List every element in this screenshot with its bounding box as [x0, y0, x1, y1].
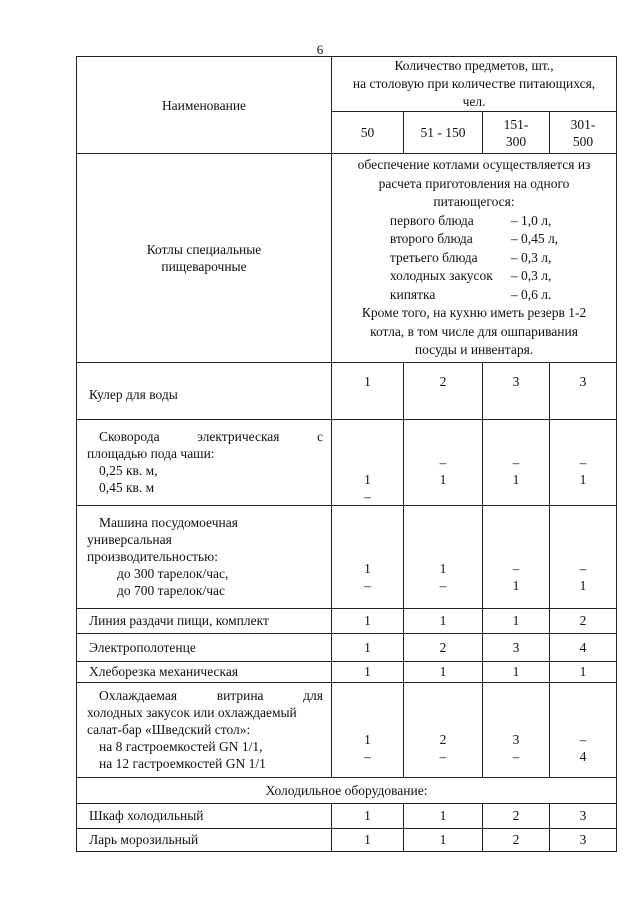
- cell-text: [556, 488, 610, 505]
- cell-value: [404, 362, 483, 419]
- cell-value: [483, 419, 550, 505]
- row-name: [77, 682, 332, 777]
- header-name: [77, 57, 332, 154]
- cell-text: Сковорода электрическая с: [99, 429, 323, 444]
- cell-value: [550, 633, 617, 661]
- cell-value: [332, 803, 404, 828]
- cell-value: [550, 828, 617, 851]
- cell-text: –: [512, 454, 520, 470]
- cell-value: [332, 608, 404, 633]
- cell-value: [550, 608, 617, 633]
- cell-text: 51 - 150: [420, 125, 466, 140]
- cell-text: 3: [512, 373, 520, 389]
- cell-value: [483, 633, 550, 661]
- cell-text: до 700 тарелок/час: [117, 583, 225, 598]
- cell-value: [332, 661, 404, 682]
- cell-text: 1: [439, 613, 447, 628]
- cell-value: [483, 505, 550, 608]
- table-row: [77, 608, 617, 633]
- cell-value: [332, 419, 404, 505]
- cell-text: 1: [579, 664, 587, 679]
- row-name: [77, 828, 332, 851]
- cell-text: 1: [579, 471, 587, 487]
- cell-text: 1: [364, 613, 371, 628]
- row-name: [77, 803, 332, 828]
- list-item: [386, 212, 562, 231]
- cell-text: –: [364, 577, 371, 593]
- table-row: [77, 828, 617, 851]
- cell-text: 0,45 кв. м: [99, 480, 155, 495]
- cell-text: Кулер для воды: [89, 387, 178, 402]
- cell-text: Ларь морозильный: [89, 832, 199, 847]
- cell-text: Количество предметов, шт.,: [394, 58, 554, 73]
- cell-value: [483, 661, 550, 682]
- header-col-151-300: [483, 112, 550, 154]
- cell-value: [404, 828, 483, 851]
- cell-text: второго блюда: [389, 231, 473, 246]
- cell-text: обеспечение котлами осуществляется из: [357, 157, 591, 172]
- cell-text: –: [512, 560, 520, 576]
- cell-text: 1: [512, 471, 520, 487]
- cell-text: [410, 420, 476, 437]
- cell-value: [483, 362, 550, 419]
- cell-text: до 300 тарелок/час,: [117, 566, 229, 581]
- cell-text: котла, в том числе для ошпаривания: [370, 323, 578, 339]
- cell-text: 300: [505, 133, 527, 149]
- cell-text: 2: [439, 373, 447, 389]
- table-row: [77, 362, 617, 419]
- cell-text: Шкаф холодильный: [89, 808, 204, 823]
- cell-value: [332, 828, 404, 851]
- cell-text: 1: [512, 664, 520, 679]
- cell-value: [404, 608, 483, 633]
- cell-text: на столовую при количестве питающихся,: [352, 76, 596, 91]
- cell-text: 2: [439, 731, 447, 747]
- cell-text: 1: [364, 471, 371, 487]
- cell-text: [338, 420, 397, 437]
- cell-value: [550, 505, 617, 608]
- cell-text: 3: [579, 808, 587, 823]
- cell-text: площадью пода чаши:: [87, 446, 215, 461]
- cell-text: 1: [364, 639, 371, 655]
- cell-value: [550, 803, 617, 828]
- cell-text: 1: [512, 577, 520, 593]
- row-kotly-note: [332, 154, 617, 363]
- cell-text: Хлеборезка механическая: [89, 664, 239, 679]
- row-kotly-name: [77, 154, 332, 363]
- cell-text: –: [364, 748, 371, 764]
- cell-text: – 0,3 л,: [510, 249, 552, 265]
- row-name: [77, 633, 332, 661]
- cell-text: чел.: [462, 94, 486, 109]
- page-number: 6: [316, 42, 324, 57]
- cell-text: 301-: [570, 116, 596, 132]
- cell-value: [550, 682, 617, 777]
- list-item: [386, 267, 562, 286]
- cell-value: [404, 682, 483, 777]
- cell-text: – 0,45 л,: [510, 231, 559, 246]
- kotly-norms-list: [386, 212, 562, 305]
- cell-text: 1: [439, 808, 447, 823]
- list-item: [386, 249, 562, 268]
- cell-text: 3: [512, 639, 520, 655]
- cell-text: Котлы специальные: [146, 241, 262, 257]
- cell-text: 1: [364, 560, 371, 576]
- cell-text: на 8 гастроемкостей GN 1/1,: [99, 739, 263, 754]
- cell-text: –: [439, 577, 447, 593]
- cell-value: [332, 362, 404, 419]
- cell-text: 4: [579, 639, 587, 655]
- cell-text: на 12 гастроемкостей GN 1/1: [99, 756, 266, 771]
- row-name: [77, 419, 332, 505]
- table-row: [77, 803, 617, 828]
- row-name: [77, 661, 332, 682]
- header-col-301-500: [550, 112, 617, 154]
- cell-value: [404, 803, 483, 828]
- cell-text: [489, 420, 543, 437]
- cell-text: Наименование: [161, 97, 247, 113]
- cell-value: [483, 828, 550, 851]
- cell-text: холодных закусок или охлаждаемый: [87, 705, 297, 720]
- cell-value: [332, 633, 404, 661]
- cell-text: 3: [579, 373, 587, 389]
- cell-text: –: [579, 454, 587, 470]
- row-name: [77, 608, 332, 633]
- list-item: [386, 230, 562, 249]
- cell-text: 2: [512, 808, 520, 823]
- cell-value: [404, 633, 483, 661]
- cell-text: – 1,0 л,: [510, 212, 552, 228]
- cell-text: посуды и инвентаря.: [414, 342, 534, 357]
- cell-text: Холодильное оборудование:: [265, 782, 428, 798]
- cell-value: [550, 362, 617, 419]
- cell-text: производительностью:: [87, 549, 218, 564]
- row-name: [77, 505, 332, 608]
- section-title: [77, 777, 617, 803]
- cell-value: [332, 505, 404, 608]
- cell-value: [483, 682, 550, 777]
- cell-text: 50: [360, 125, 375, 140]
- cell-text: 1: [364, 664, 371, 679]
- cell-text: –: [439, 748, 447, 764]
- cell-text: 1: [439, 664, 447, 679]
- table-row: [77, 505, 617, 608]
- list-item: [386, 286, 562, 305]
- cell-text: холодных закусок: [389, 268, 493, 283]
- cell-text: 2: [512, 832, 520, 847]
- cell-text: 1: [364, 373, 371, 389]
- cell-text: 3: [579, 832, 587, 847]
- cell-text: [410, 488, 476, 505]
- cell-text: питающегося:: [433, 194, 515, 209]
- cell-text: [338, 437, 397, 454]
- cell-text: 1: [439, 560, 447, 576]
- cell-text: 2: [439, 639, 447, 655]
- cell-text: 0,25 кв. м,: [99, 463, 158, 478]
- cell-text: – 0,3 л,: [510, 268, 552, 283]
- cell-text: кипятка: [389, 286, 436, 302]
- cell-text: третьего блюда: [389, 249, 478, 265]
- cell-text: расчета приготовления на одного: [378, 175, 570, 191]
- cell-text: –: [364, 488, 371, 504]
- cell-text: салат-бар «Шведский стол»:: [87, 722, 251, 737]
- header-col-51-150: [404, 112, 483, 154]
- cell-text: 1: [364, 808, 371, 823]
- cell-text: 1: [439, 832, 447, 847]
- cell-text: универсальная: [87, 532, 172, 547]
- cell-value: [550, 661, 617, 682]
- cell-text: 1: [579, 577, 587, 593]
- cell-text: – 0,6 л.: [510, 286, 552, 302]
- cell-text: Линия раздачи пищи, комплект: [89, 613, 269, 628]
- row-name: [77, 362, 332, 419]
- cell-text: 1: [364, 731, 371, 747]
- table-row: [77, 661, 617, 682]
- cell-text: 1: [364, 832, 371, 847]
- cell-text: [489, 488, 543, 505]
- cell-text: 1: [439, 471, 447, 487]
- cell-text: 1: [512, 613, 520, 628]
- cell-value: [550, 419, 617, 505]
- cell-text: Электрополотенце: [89, 639, 196, 655]
- cell-text: –: [579, 731, 587, 747]
- cell-text: –: [579, 560, 587, 576]
- table-row: [77, 633, 617, 661]
- cell-text: [556, 420, 610, 437]
- cell-text: Кроме того, на кухню иметь резерв 1-2: [361, 305, 587, 320]
- cell-text: 151-: [503, 116, 529, 132]
- table-row: [77, 682, 617, 777]
- cell-text: –: [512, 748, 520, 764]
- cell-value: [483, 803, 550, 828]
- cell-text: 4: [579, 748, 587, 764]
- header-col-50: [332, 112, 404, 154]
- cell-text: первого блюда: [389, 212, 474, 228]
- cell-text: Машина посудомоечная: [99, 515, 238, 530]
- cell-value: [404, 419, 483, 505]
- cell-value: [483, 608, 550, 633]
- header-quantity: [332, 57, 617, 112]
- equipment-table: [76, 56, 617, 852]
- cell-text: Охлаждаемая витрина для: [99, 688, 323, 703]
- cell-text: пищеварочные: [161, 258, 247, 274]
- cell-text: 2: [579, 613, 587, 628]
- cell-value: [404, 661, 483, 682]
- cell-value: [404, 505, 483, 608]
- table-row: [77, 419, 617, 505]
- cell-text: –: [439, 454, 447, 470]
- cell-text: 500: [572, 133, 594, 149]
- cell-text: 3: [512, 731, 520, 747]
- cell-value: [332, 682, 404, 777]
